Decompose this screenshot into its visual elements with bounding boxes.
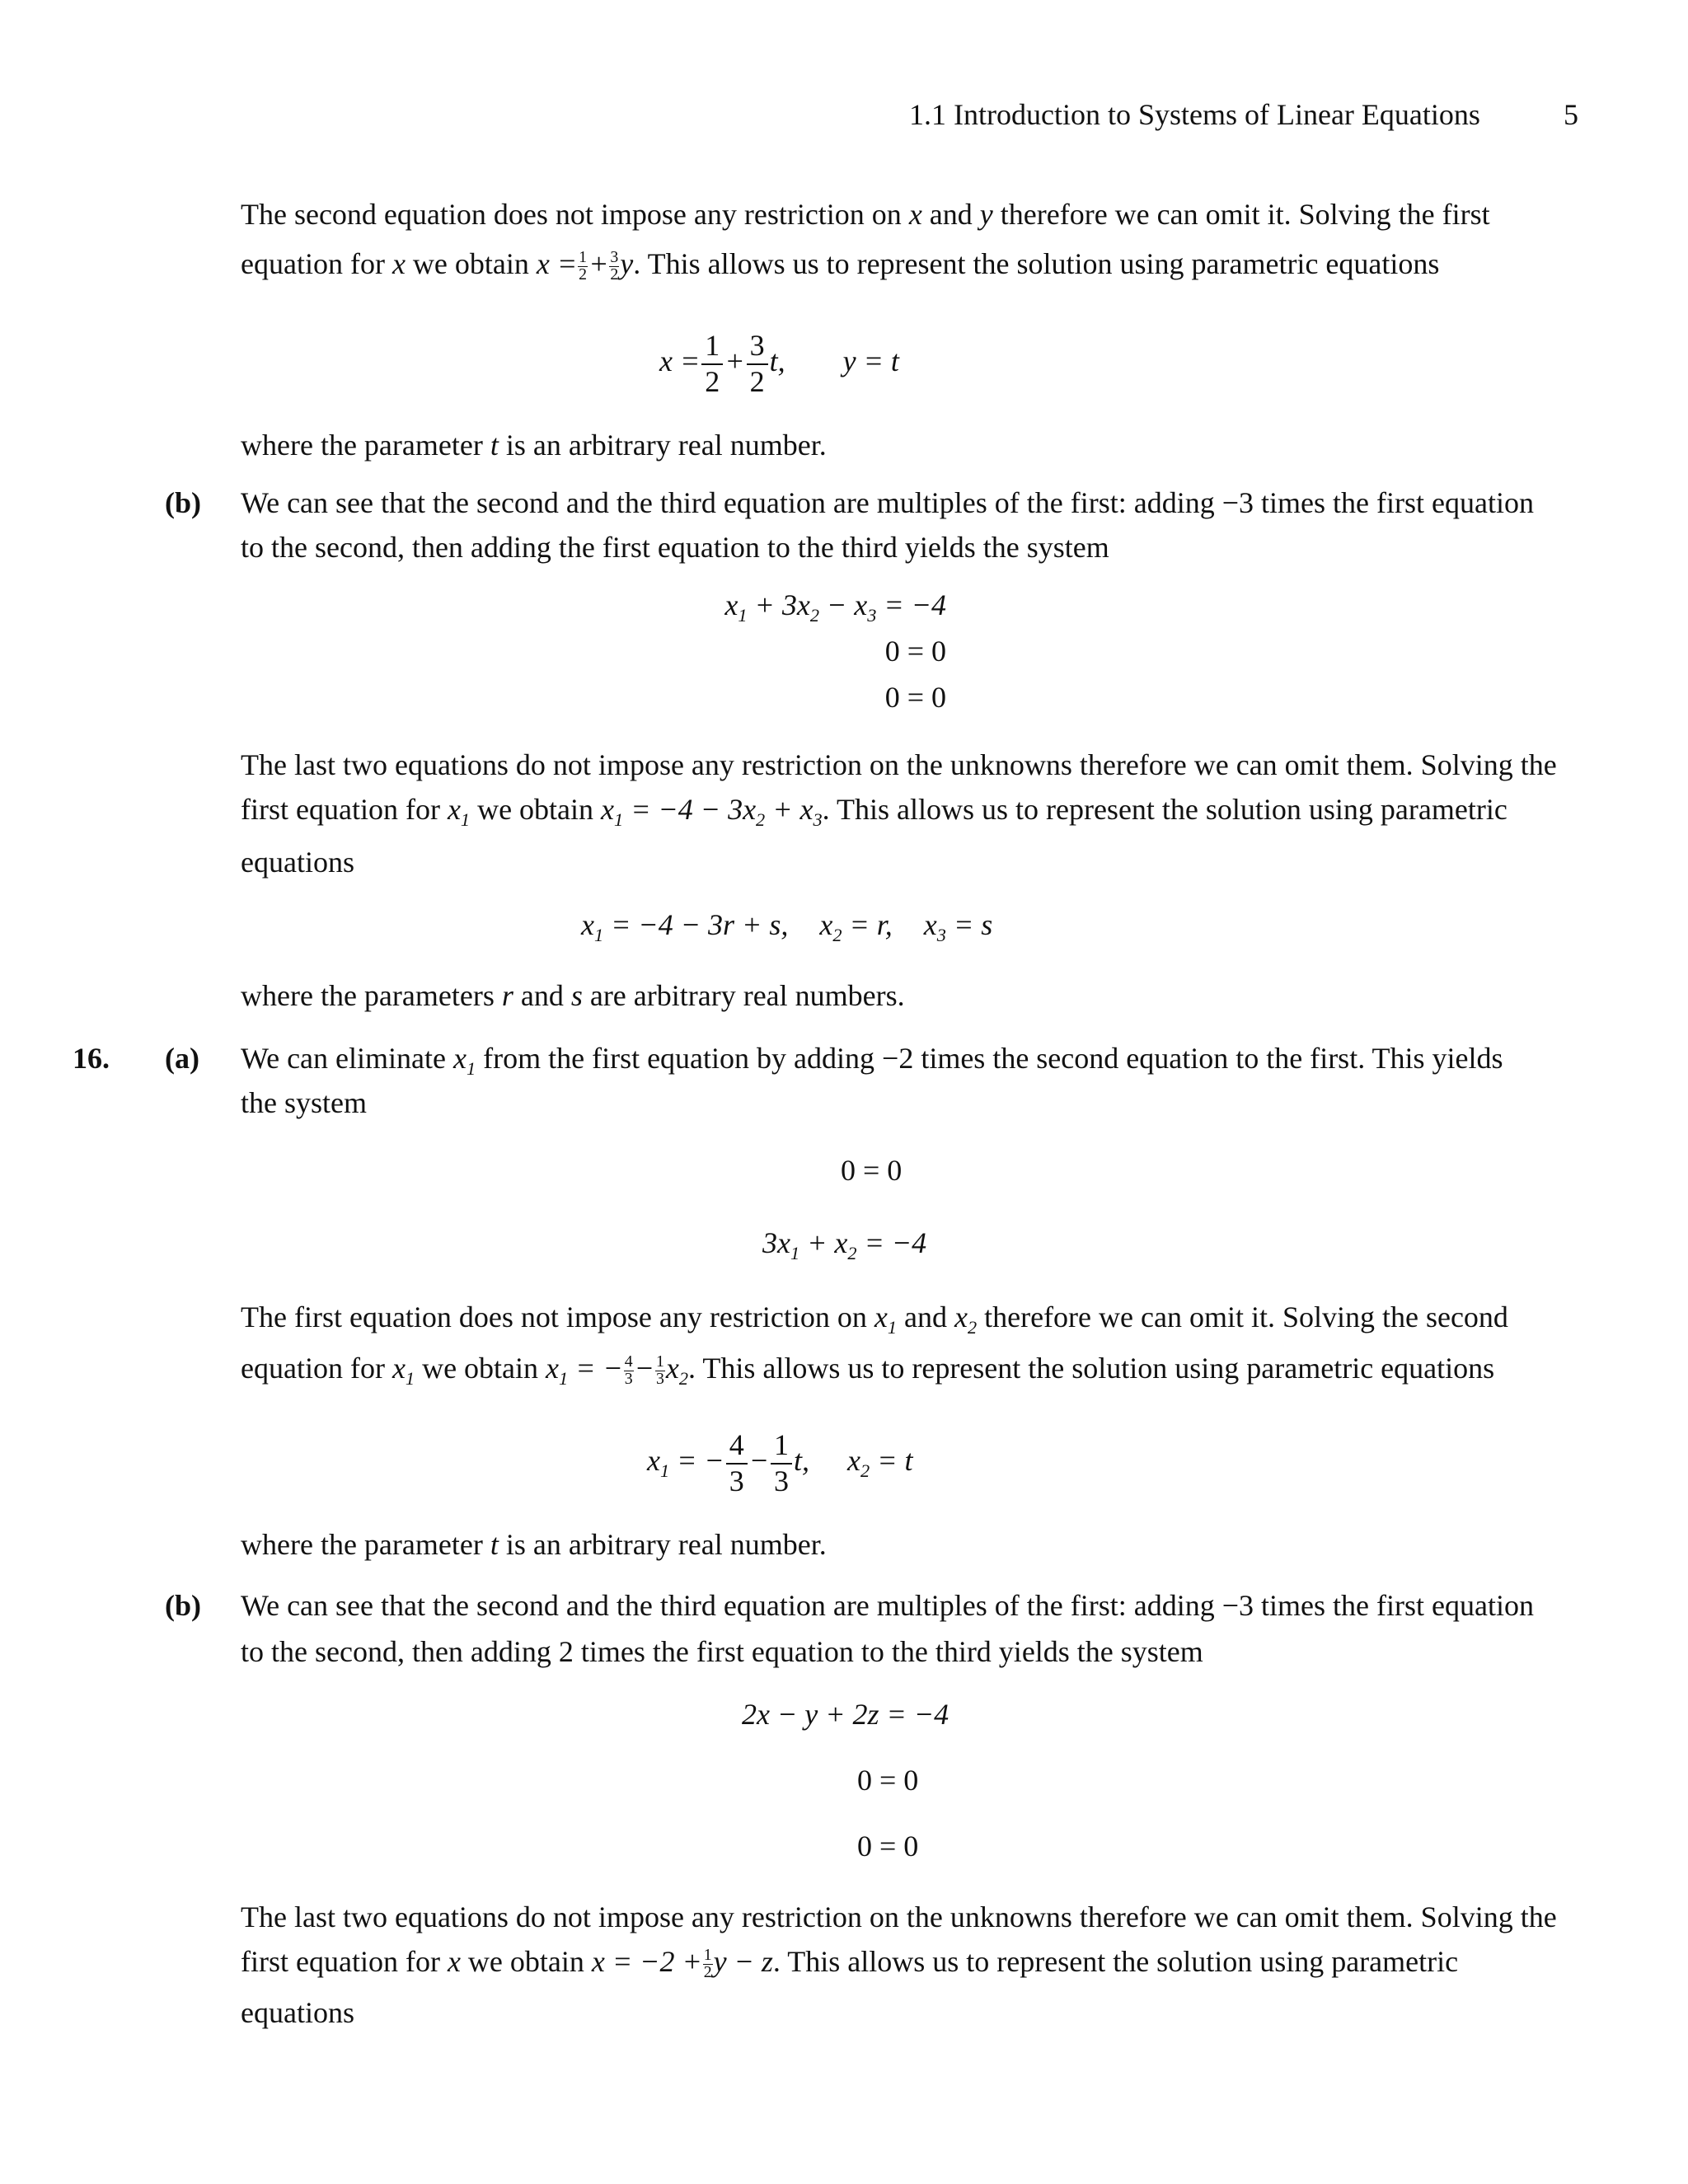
math-var: x bbox=[447, 1945, 461, 1978]
paragraph-line bbox=[241, 1520, 827, 1569]
paragraph-line bbox=[241, 1937, 1458, 1986]
text: therefore we can omit it. Solving the first bbox=[1000, 198, 1490, 231]
text: we obtain bbox=[477, 793, 594, 826]
math-var: $x_2$ bbox=[954, 1301, 978, 1338]
part-label: (b) bbox=[165, 486, 201, 519]
text: and bbox=[520, 979, 564, 1012]
text: . This allows us to represent the solution using parametric bbox=[822, 793, 1507, 826]
math-var: $x_1$ bbox=[392, 1352, 415, 1389]
text: where the parameter bbox=[241, 429, 483, 462]
equation: 0 = 0 bbox=[857, 1830, 919, 1863]
part-label: (a) bbox=[165, 1042, 199, 1075]
math-var: y bbox=[979, 198, 993, 231]
paragraph-line bbox=[241, 239, 1439, 288]
paragraph-line bbox=[241, 971, 905, 1020]
text: and bbox=[929, 198, 973, 231]
paragraph-line: We can see that the second and the third equation are multiples of the first: adding −3 times the first equation bbox=[241, 1589, 1534, 1622]
equation: 0 = 0 bbox=[884, 681, 946, 714]
text: . This allows us to represent the solution using parametric bbox=[772, 1945, 1459, 1978]
text: . This allows us to represent the solution using parametric equations bbox=[688, 1352, 1495, 1385]
text: is an arbitrary real number. bbox=[505, 1528, 827, 1561]
math-var: $x_1$ bbox=[452, 1042, 476, 1079]
text: from the first equation by adding −2 times the second equation to the first. This yields bbox=[483, 1042, 1503, 1075]
equation-system bbox=[724, 582, 946, 720]
text: where the parameters bbox=[241, 979, 495, 1012]
paragraph-line: to the second, then adding the first equation to the third yields the system bbox=[241, 531, 1109, 564]
text: is an arbitrary real number. bbox=[505, 429, 827, 462]
display-equation: $x_1 = -4 - 3r + s$, $x_2 = r$, $x_3 = s$ bbox=[581, 908, 993, 945]
paragraph-line bbox=[241, 1292, 1508, 1342]
inline-equation: $x_1 = -4 - 3x_2 + x_3$ bbox=[601, 793, 823, 830]
text: equation for bbox=[241, 247, 385, 280]
paragraph-line: We can see that the second and the third equation are multiples of the first: adding −3 times the first equation bbox=[241, 486, 1534, 519]
text: where the parameter bbox=[241, 1528, 483, 1561]
display-equation: x = $\frac{1}{2}$ + $\frac{3}{2}$ t, y = t bbox=[659, 329, 899, 398]
text: equation for bbox=[241, 1352, 385, 1385]
text: and bbox=[903, 1301, 947, 1333]
math-var: $x_1$ bbox=[447, 793, 471, 830]
paragraph-line: The last two equations do not impose any restriction on the unknowns therefore we can omit them. Solving the bbox=[241, 1900, 1557, 1933]
paragraph-line: equations bbox=[241, 846, 354, 879]
paragraph-line bbox=[241, 1033, 1503, 1083]
display-equation: $x_1$ = − $\frac{4}{3}$ − $\frac{1}{3}$ t, $x_2 = t$ bbox=[647, 1428, 913, 1497]
running-header: 1.1 Introduction to Systems of Linear Equations bbox=[909, 98, 1480, 131]
inline-equation: x = −2 + $\frac{1}{2}$ y − z bbox=[591, 1945, 773, 1982]
equation: 0 = 0 bbox=[857, 1764, 919, 1797]
equation: $x_1 + 3x_2 - x_3 = -4$ bbox=[724, 588, 946, 626]
paragraph-line: The last two equations do not impose any restriction on the unknowns therefore we can omit them. Solving the bbox=[241, 748, 1557, 781]
equation: $3x_1 + x_2 = -4$ bbox=[762, 1226, 927, 1263]
equation: 2x − y + 2z = −4 bbox=[742, 1698, 950, 1731]
equation: 0 = 0 bbox=[841, 1154, 903, 1187]
math-var: r bbox=[501, 979, 513, 1012]
part-label: (b) bbox=[165, 1589, 201, 1622]
text: We can eliminate bbox=[241, 1042, 446, 1075]
problem-number: 16. bbox=[73, 1042, 110, 1075]
paragraph-line: to the second, then adding 2 times the first equation to the third yields the system bbox=[241, 1635, 1203, 1668]
text: we obtain bbox=[467, 1945, 584, 1978]
text: we obtain bbox=[422, 1352, 539, 1385]
math-var: t bbox=[490, 1528, 499, 1561]
paragraph-line bbox=[241, 1343, 1494, 1393]
text: therefore we can omit it. Solving the second bbox=[984, 1301, 1508, 1333]
text: The first equation does not impose any restriction on bbox=[241, 1301, 867, 1333]
paragraph-line bbox=[241, 420, 827, 470]
text: first equation for bbox=[241, 793, 440, 826]
text: . This allows us to represent the solution using parametric equations bbox=[633, 247, 1440, 280]
text: we obtain bbox=[412, 247, 529, 280]
paragraph-line: equations bbox=[241, 1996, 354, 2029]
paragraph-line: the system bbox=[241, 1086, 367, 1119]
math-var: $x_1$ bbox=[874, 1301, 897, 1338]
equation: 0 = 0 bbox=[884, 635, 946, 668]
text: are arbitrary real numbers. bbox=[589, 979, 905, 1012]
math-var: t bbox=[490, 429, 499, 462]
inline-equation: $x_1$ = − $\frac{4}{3}$ − $\frac{1}{3}$ $x_2$ bbox=[546, 1352, 688, 1389]
text: The second equation does not impose any restriction on bbox=[241, 198, 902, 231]
paragraph-line bbox=[241, 785, 1507, 834]
page-number: 5 bbox=[1564, 98, 1578, 131]
inline-equation: x = $\frac{1}{2}$ + $\frac{3}{2}$ y bbox=[536, 247, 634, 284]
math-var: s bbox=[570, 979, 583, 1012]
math-var: x bbox=[908, 198, 922, 231]
paragraph-line bbox=[241, 190, 1490, 239]
text: first equation for bbox=[241, 1945, 440, 1978]
math-var: x bbox=[392, 247, 406, 280]
